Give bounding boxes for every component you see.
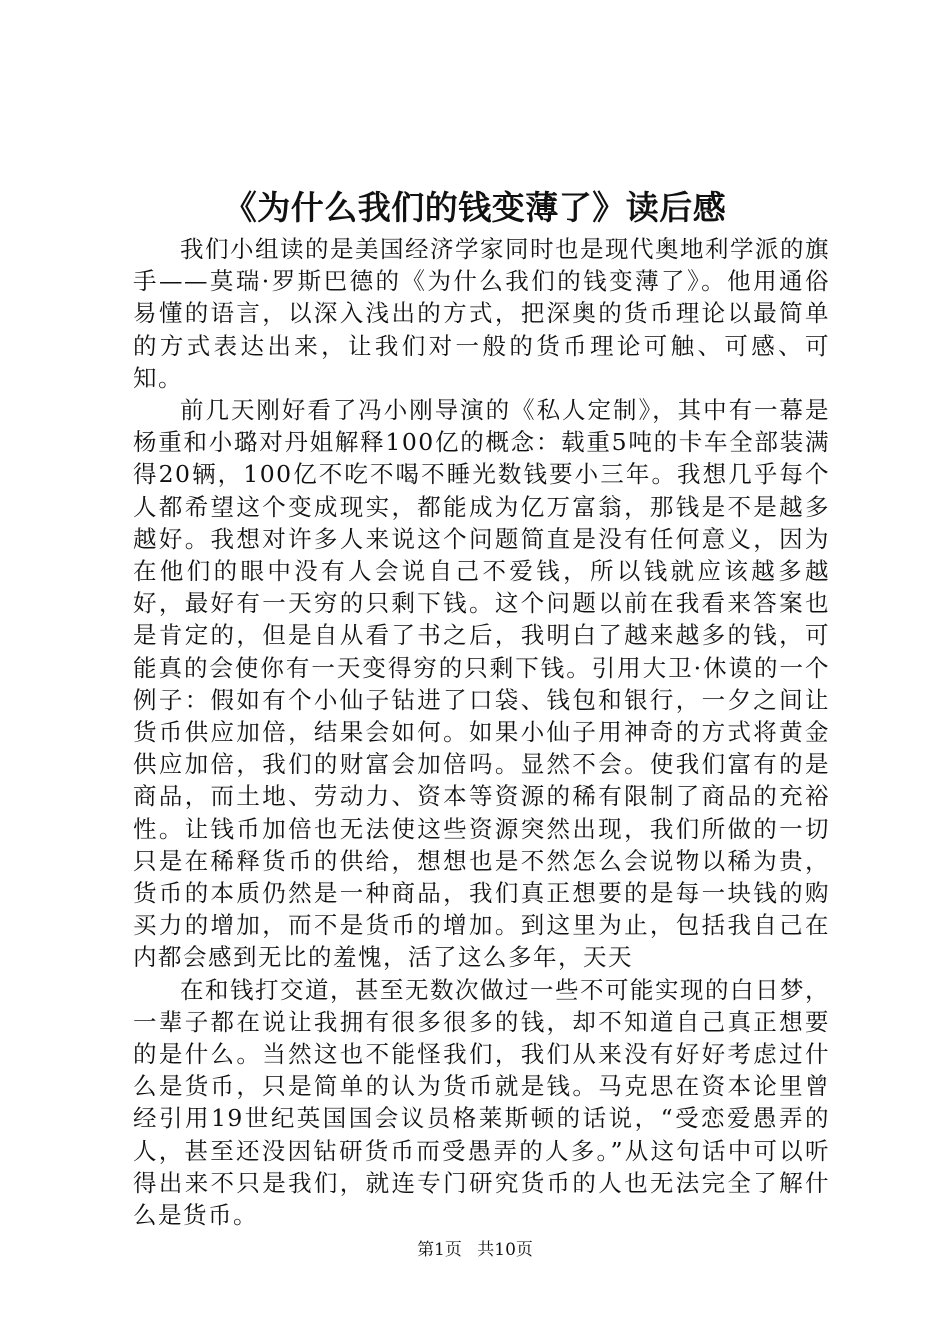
document-body xyxy=(133,233,830,1231)
page-number-total: 共10页 xyxy=(477,1240,533,1260)
document-title: 《为什么我们的钱变薄了》读后感 xyxy=(223,188,727,227)
page-footer xyxy=(0,1238,950,1262)
paragraph-3: 在和钱打交道，甚至无数次做过一些不可能实现的白日梦，一辈子都在说让我拥有很多很多的钱，却不知道自己真正想要的是什么。当然这也不能怪我们，我们从来没有好好考虑过什么是货币，只是简单的认为货币就是钱。马克思在资本论里曾经引用19世纪英国国会议员格莱斯顿的话说，“受恋爱愚弄的人，甚至还没因钻研货币而受愚弄的人多。”从这句话中可以听得出来不只是我们，就连专门研究货币的人也无法完全了解什么是货币。 xyxy=(133,975,830,1230)
paragraph-1: 我们小组读的是美国经济学家同时也是现代奥地利学派的旗手——莫瑞·罗斯巴德的《为什么我们的钱变薄了》。他用通俗易懂的语言，以深入浅出的方式，把深奥的货币理论以最简单的方式表达出来，让我们对一般的货币理论可触、可感、可知。 xyxy=(133,235,830,392)
paragraph-2: 前几天刚好看了冯小刚导演的《私人定制》，其中有一幕是杨重和小璐对丹姐解释100亿的概念：载重5吨的卡车全部装满得20辆，100亿不吃不喝不睡光数钱要小三年。我想几乎每个人都希望这个变成现实，都能成为亿万富翁，那钱是不是越多越好。我想对许多人来说这个问题简直是没有任何意义，因为在他们的眼中没有人会说自己不爱钱，所以钱就应该越多越好，最好有一天穷的只剩下钱。这个问题以前在我看来答案也是肯定的，但是自从看了书之后，我明白了越来越多的钱，可能真的会使你有一天变得穷的只剩下钱。引用大卫·休谟的一个例子：假如有个小仙子钻进了口袋、钱包和银行，一夕之间让货币供应加倍，结果会如何。如果小仙子用神奇的方式将黄金供应加倍，我们的财富会加倍吗。显然不会。使我们富有的是商品，而土地、劳动力、资本等资源的稀有限制了商品的充裕性。让钱币加倍也无法使这些资源突然出现，我们所做的一切只是在稀释货币的供给，想想也是不然怎么会说物以稀为贵，货币的本质仍然是一种商品，我们真正想要的是每一块钱的购买力的增加，而不是货币的增加。到这里为止，包括我自己在内都会感到无比的羞愧，活了这么多年，天天 xyxy=(133,396,830,972)
page-number-current: 第1页 xyxy=(417,1240,462,1260)
